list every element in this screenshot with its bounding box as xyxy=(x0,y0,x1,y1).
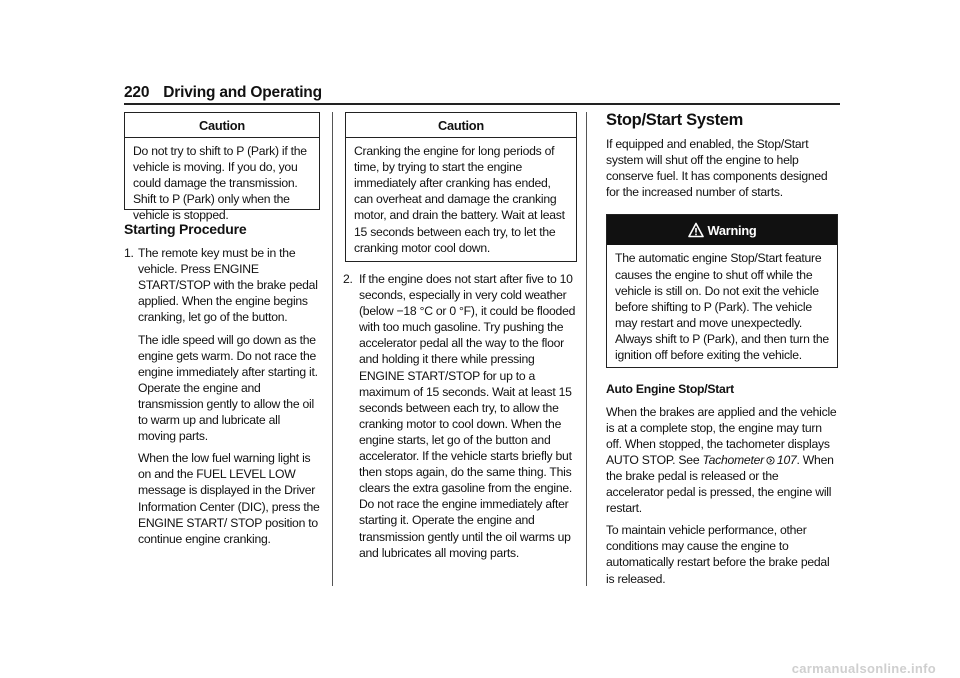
header-rule xyxy=(124,103,840,105)
list-number: 1. xyxy=(124,246,134,261)
auto-stop-start-paragraph xyxy=(606,404,838,517)
column-1 xyxy=(124,112,320,547)
column-divider xyxy=(586,112,587,586)
paragraph-text: . When the brake pedal is released or the accelerator pedal is pressed, the engine will restart. xyxy=(606,452,834,516)
caution-title: Caution xyxy=(346,113,576,138)
caution-text: Cranking the engine for long periods of time, by trying to start the engine immediately after cranking has ended, can overheat and damage the cranking motor, and drain the battery. Wait at least 15 seconds between each try, to let the cranking motor cool down. xyxy=(354,144,565,255)
caution-title: Caution xyxy=(125,113,319,138)
column-3 xyxy=(606,112,838,587)
list-number: 2. xyxy=(343,272,353,286)
list-item xyxy=(343,271,577,561)
warning-triangle-icon xyxy=(688,222,704,238)
warning-text: The automatic engine Stop/Start feature causes the engine to shut off while the vehicle is still on. Do not exit the vehicle before shifting to P (Park). The vehicle may restart and move unexpectedly. Always shift to P (Park), and then turn the ignition off before exiting the vehicle. xyxy=(615,251,829,363)
auto-stop-start-heading: Auto Engine Stop/Start xyxy=(606,382,734,397)
tachometer-link[interactable]: Tachometer xyxy=(702,452,764,467)
step-paragraph: The idle speed will go down as the engine gets warm. Do not race the engine immediately after starting it. Operate the engine and transmission gently to allow the oil to warm up and lubricate all moving parts. xyxy=(138,332,318,444)
caution-text: Do not try to shift to P (Park) if the vehicle is moving. If you do, you could damage the transmission. Shift to P (Park) only when the vehicle is stopped. xyxy=(133,144,307,223)
column-divider xyxy=(332,112,333,586)
step-paragraph: When the low fuel warning light is on and the FUEL LEVEL LOW message is displayed in the Driver Information Center (DIC), press the ENGINE START/ STOP position to continue engine cranking. xyxy=(138,451,320,546)
stop-start-heading: Stop/Start System xyxy=(606,111,744,129)
page-reference-icon xyxy=(766,456,775,465)
page-header xyxy=(124,84,322,102)
step-paragraph: The remote key must be in the vehicle. Press ENGINE START/STOP with the brake pedal applied. When the engine begins cranking, let go of the button. xyxy=(138,246,318,325)
auto-stop-start-paragraph: To maintain vehicle performance, other conditions may cause the engine to automatically restart before the brake pedal is released. xyxy=(606,523,830,586)
list-item xyxy=(124,245,320,547)
section-title: Driving and Operating xyxy=(163,84,322,101)
stop-start-intro: If equipped and enabled, the Stop/Start system will shut off the engine to help conserve fuel. It has components designed for the increased number of starts. xyxy=(606,137,828,200)
warning-title: Warning xyxy=(707,223,757,239)
page-reference-number[interactable]: 107 xyxy=(776,452,797,467)
step-paragraph: If the engine does not start after five to 10 seconds, especially in very cold weather (below −18 °C or 0 °F), it could be flooded with too much gasoline. Try pushing the accelerator pedal all the way to the floor and holding it there while pressing ENGINE START/STOP for up to a maximum of 15 seconds. Wait at least 15 seconds between each try, to allow the cranking motor to cool down. When the engine starts, let go of the button and accelerator. If the vehicle starts briefly but then stops again, do the same thing. This clears the extra gasoline from the engine. Do not race the engine immediately after starting it. Operate the engine and transmission gently until the oil warms up and lubricates all moving parts. xyxy=(359,272,576,560)
column-2 xyxy=(345,112,577,561)
caution-box xyxy=(345,112,577,262)
paragraph-text: When the brakes are applied and the vehicle is at a complete stop, the engine may turn off. When stopped, the tachometer displays AUTO STOP. See xyxy=(606,404,837,467)
warning-box xyxy=(606,214,838,368)
starting-procedure-heading: Starting Procedure xyxy=(124,221,247,237)
page-number: 220 xyxy=(124,84,150,101)
warning-title-bar xyxy=(607,215,837,245)
watermark: carmanualsonline.info xyxy=(791,661,936,676)
caution-box xyxy=(124,112,320,223)
